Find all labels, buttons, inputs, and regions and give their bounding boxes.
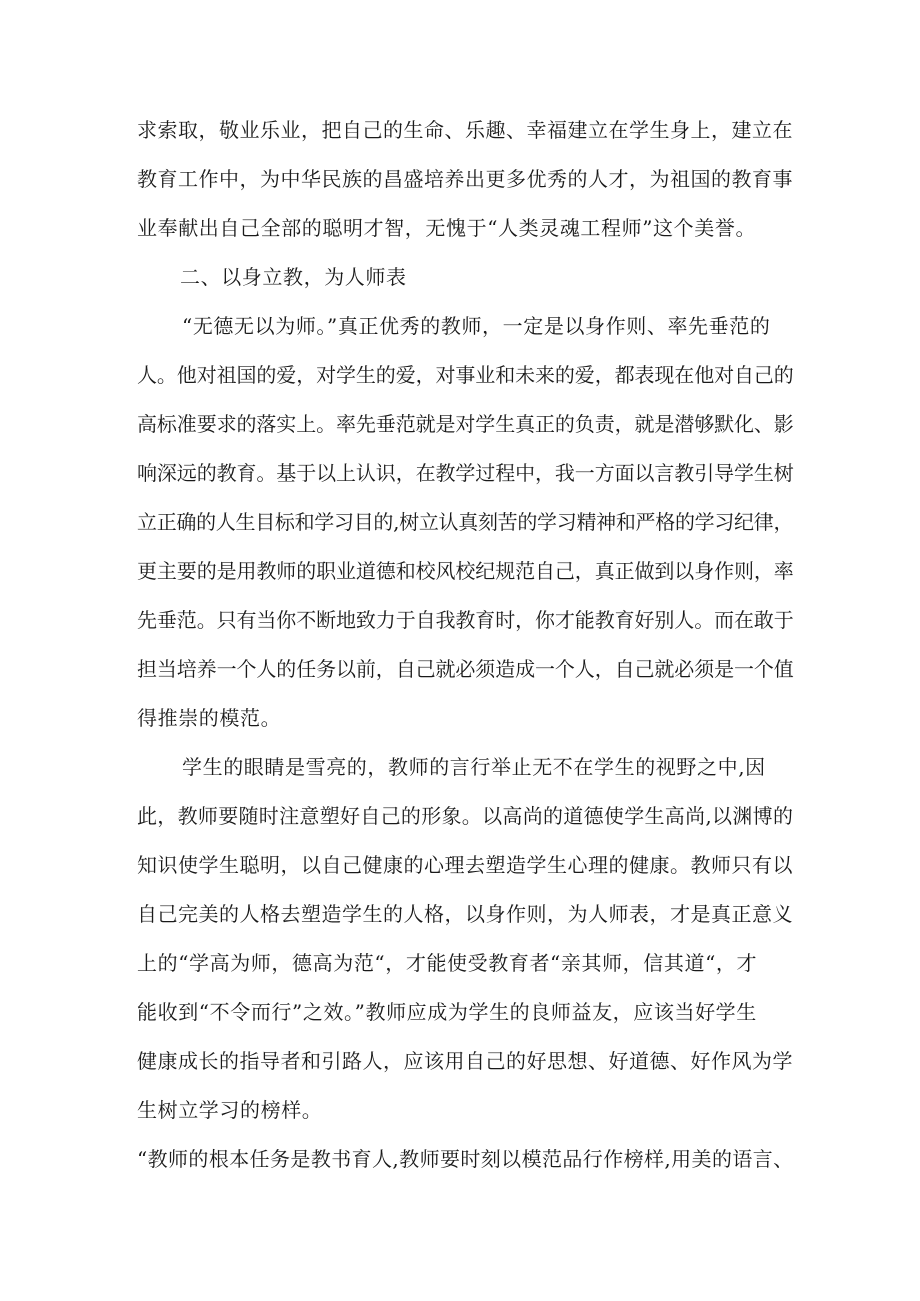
- paragraph-line: 能收到“不令而行”之效。”教师应成为学生的良师益友，应该当好学生: [137, 1000, 757, 1024]
- paragraph-line: 得推崇的模范。: [137, 706, 282, 730]
- paragraph-line: 人。他对祖国的爱，对学生的爱，对事业和未来的爱，都表现在他对自己的: [137, 363, 794, 387]
- paragraph-line: 先垂范。只有当你不断地致力于自我教育时，你才能教育好别人。而在敢于: [137, 608, 794, 632]
- paragraph-line: “教师的根本任务是教书育人,教师要时刻以模范品行作榜样,用美的语言、: [137, 1147, 794, 1171]
- paragraph-line: 更主要的是用教师的职业道德和校风校纪规范自己，真正做到以身作则，率: [137, 559, 794, 583]
- section-heading: 二、以身立教，为人师表: [180, 265, 407, 289]
- paragraph-line: 健康成长的指导者和引路人，应该用自己的好思想、好道德、好作风为学: [137, 1049, 793, 1073]
- paragraph-line: 此，教师要随时注意塑好自己的形象。以高尚的道德使学生高尚,以渊博的: [137, 804, 794, 828]
- paragraph-line: 业奉献出自己全部的聪明才智，无愧于“人类灵魂工程师”这个美誉。: [137, 216, 757, 240]
- paragraph-line: “无德无以为师。”真正优秀的教师，一定是以身作则、率先垂范的: [182, 314, 771, 338]
- paragraph-line: 自己完美的人格去塑造学生的人格，以身作则，为人师表，才是真正意义: [137, 902, 793, 926]
- paragraph-line: 生树立学习的榜样。: [137, 1098, 323, 1122]
- paragraph-line: 担当培养一个人的任务以前，自己就必须造成一个人，自己就必须是一个值: [137, 657, 794, 681]
- paragraph-line: 教育工作中，为中华民族的昌盛培养出更多优秀的人才，为祖国的教育事: [137, 167, 793, 191]
- paragraph-line: 立正确的人生目标和学习目的,树立认真刻苦的学习精神和严格的学习纪律，: [137, 510, 794, 534]
- paragraph-line: 响深远的教育。基于以上认识，在教学过程中，我一方面以言教引导学生树: [137, 461, 794, 485]
- paragraph-line: 知识使学生聪明，以自己健康的心理去塑造学生心理的健康。教师只有以: [137, 853, 793, 877]
- paragraph-line: 上的“学高为师，德高为范“，才能使受教育者“亲其师，信其道“，才: [137, 951, 758, 975]
- paragraph-line: 学生的眼睛是雪亮的，教师的言行举止无不在学生的视野之中,因: [182, 755, 766, 779]
- paragraph-line: 求索取，敬业乐业，把自己的生命、乐趣、幸福建立在学生身上，建立在: [137, 118, 793, 142]
- paragraph-line: 高标准要求的落实上。率先垂范就是对学生真正的负责，就是潜够默化、影: [137, 412, 794, 436]
